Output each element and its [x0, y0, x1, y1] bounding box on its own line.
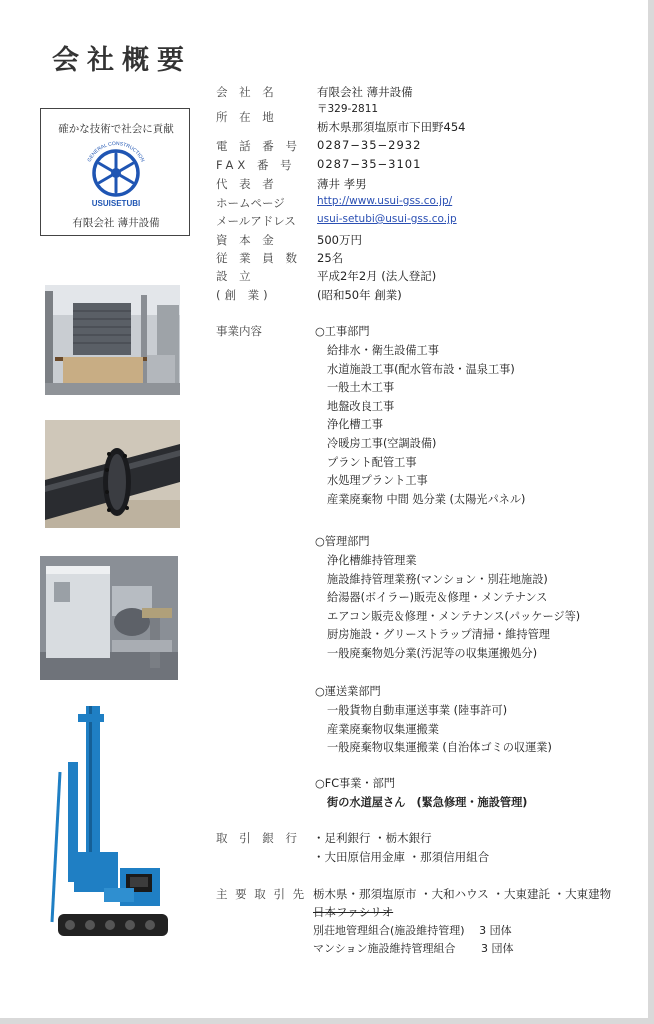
address-label: 所 在 地 [216, 110, 278, 124]
list-item: 産業廃棄物 中間 処分業 (太陽光パネル) [327, 492, 526, 506]
drilling-rig-photo [38, 702, 168, 940]
pipe-photo [45, 420, 180, 528]
management-heading: ○管理部門 [315, 535, 370, 548]
pump-photo [40, 556, 178, 680]
list-item: 一般土木工事 [327, 381, 395, 395]
company-name-value: 有限会社 薄井設備 [317, 85, 413, 99]
list-item: 街の水道屋さん (緊急修理・施設管理) [327, 796, 528, 809]
banks-line-1: ・足利銀行 ・栃木銀行 [313, 831, 432, 845]
capital-label: 資 本 金 [216, 233, 278, 247]
clients-line-4: マンション施設維持管理組合 3 団体 [313, 942, 514, 955]
postal-code: 〒329-2811 [317, 103, 379, 115]
list-item: 産業廃棄物収集運搬業 [327, 722, 439, 736]
logo-slogan: 確かな技術で社会に貢献 [58, 123, 174, 135]
fc-heading: ○FC事業・部門 [315, 777, 395, 790]
address-value: 栃木県那須塩原市下田野454 [317, 120, 466, 134]
email-link[interactable]: usui-setubi@usui-gss.co.jp [317, 213, 457, 225]
phone-value: 0287−35−2932 [317, 138, 422, 152]
fax-label: FAX 番 号 [216, 158, 296, 172]
list-item: 水道施設工事(配水管布設・温泉工事) [327, 362, 515, 376]
list-item: プラント配管工事 [327, 455, 417, 469]
clients-line-1: 栃木県・那須塩原市 ・大和ハウス ・大東建託 ・大東建物 [313, 887, 612, 901]
page-edge [648, 0, 654, 1024]
list-item: 水処理プラント工事 [327, 474, 428, 488]
logo-emblem-icon [74, 139, 158, 213]
representative-value: 薄井 孝男 [317, 177, 367, 191]
construction-section [315, 323, 525, 509]
capital-value: 500万円 [317, 233, 362, 247]
management-section [315, 533, 580, 664]
founded-label: (創 業) [216, 288, 272, 302]
homepage-label: ホームページ [216, 196, 285, 210]
logo-ring-text: GENERAL CONSTRUCTION [86, 140, 146, 164]
logo-brand: USUISETUBI [91, 199, 141, 208]
business-label: 事業内容 [216, 324, 262, 338]
company-name-label: 会 社 名 [216, 85, 278, 99]
page-bottom-edge [0, 1018, 654, 1024]
established-value: 平成2年2月 (法人登記) [317, 269, 437, 283]
representative-label: 代 表 者 [216, 177, 278, 191]
list-item: 厨房施設・グリーストラップ清掃・維持管理 [327, 628, 550, 642]
clients-label: 主 要 取 引 先 [216, 887, 307, 901]
construction-heading: ○工事部門 [315, 325, 370, 338]
logo-company-name: 有限会社 薄井設備 [72, 217, 160, 229]
homepage-link[interactable]: http://www.usui-gss.co.jp/ [317, 195, 453, 207]
company-logo-box [40, 108, 190, 236]
clients-struck-line: 日本ファシリオ [313, 905, 394, 919]
fax-value: 0287−35−3101 [317, 157, 422, 171]
phone-label: 電 話 番 号 [216, 139, 301, 153]
list-item: 一般廃棄物処分業(汚泥等の収集運搬処分) [327, 646, 538, 660]
list-item: 給排水・衛生設備工事 [327, 344, 439, 357]
list-item: 施設維持管理業務(マンション・別荘地施設) [327, 572, 548, 586]
employees-value: 25名 [317, 251, 344, 265]
banks-label: 取 引 銀 行 [216, 831, 301, 845]
list-item: 一般貨物自動車運送事業 (陸事許可) [327, 704, 508, 717]
founded-value: (昭和50年 創業) [317, 288, 402, 302]
list-item: 浄化槽維持管理業 [327, 554, 417, 567]
email-label: メールアドレス [216, 214, 296, 228]
transport-heading: ○運送業部門 [315, 685, 381, 698]
list-item: エアコン販売＆修理・メンテナンス(パッケージ等) [327, 609, 581, 623]
fc-section [315, 775, 527, 813]
list-item: 一般廃棄物収集運搬業 (自治体ゴミの収運業) [327, 741, 552, 755]
list-item: 地盤改良工事 [327, 399, 395, 413]
employees-label: 従 業 員 数 [216, 251, 301, 265]
clients-line-3: 別荘地管理組合(施設維持管理) 3 団体 [313, 924, 512, 937]
plant-photo [45, 285, 180, 395]
transport-section [315, 683, 552, 758]
banks-line-2: ・大田原信用金庫 ・那須信用組合 [313, 850, 490, 864]
list-item: 給湯器(ボイラー)販売＆修理・メンテナンス [327, 591, 548, 605]
established-label: 設 立 [216, 269, 255, 283]
list-item: 浄化槽工事 [327, 418, 383, 432]
page-title: 会社概要 [52, 45, 192, 76]
list-item: 冷暖房工事(空調設備) [327, 436, 437, 450]
